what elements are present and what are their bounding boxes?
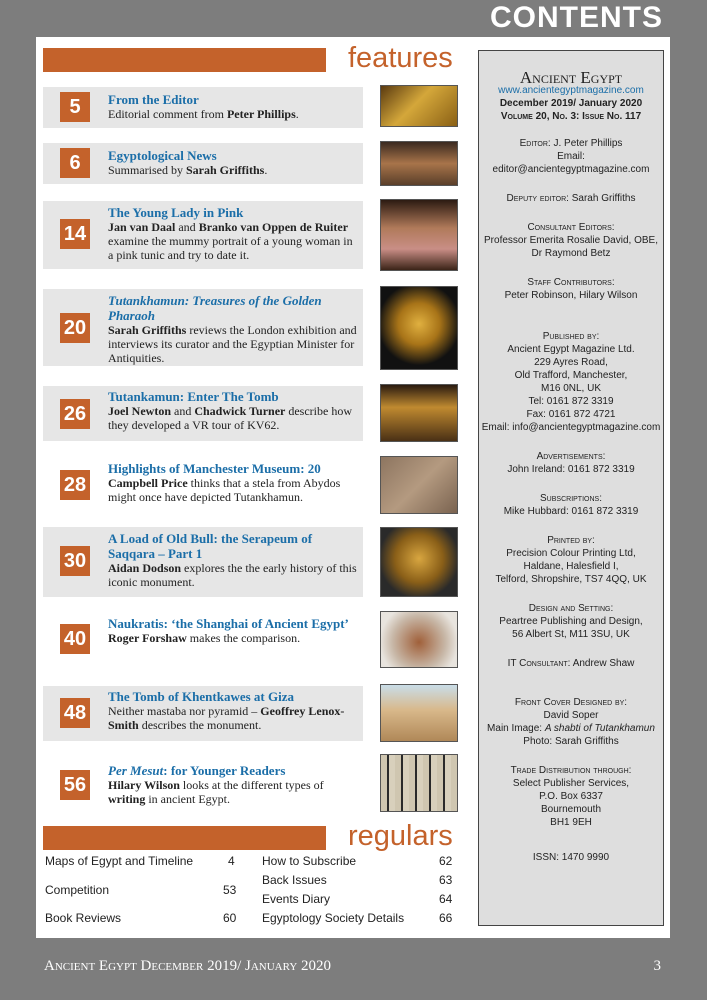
- it-block: [479, 657, 663, 670]
- feature-item[interactable]: [43, 686, 363, 741]
- cover-image-credit: [479, 722, 663, 735]
- author-name: Hilary Wilson: [108, 778, 180, 792]
- printer-heading: Printed by:: [547, 535, 595, 546]
- regular-page: 63: [439, 873, 453, 887]
- consultant-heading: Consultant Editors:: [527, 222, 615, 233]
- statue-thumbnail: [380, 141, 458, 186]
- trade-line: P.O. Box 6337: [539, 791, 603, 802]
- publisher-line: Old Trafford, Manchester,: [514, 370, 628, 381]
- regular-page: 62: [439, 854, 453, 868]
- feature-desc: reviews the London exhibition and interviews its curator and the Egyptian Minister for Antiquities.: [108, 323, 357, 365]
- feature-title: Tutankamun: Enter The Tomb: [108, 389, 279, 404]
- feature-desc: thinks that a stela from Abydos might once have depicted Tutankhamun.: [108, 476, 341, 504]
- feature-title: A Load of Old Bull: the Serapeum of Saqqara – Part 1: [108, 531, 313, 561]
- publisher-line: 229 Ayres Road,: [534, 357, 608, 368]
- page-number: 20: [60, 313, 90, 343]
- trade-line: Select Publisher Services,: [512, 778, 630, 789]
- feature-text: [108, 92, 359, 121]
- trade-line: BH1 9EH: [550, 817, 592, 828]
- advertisements-heading: Advertisements:: [536, 451, 606, 462]
- mummy-portrait-thumbnail: [380, 199, 458, 271]
- author-name: Aidan Dodson: [108, 561, 182, 575]
- feature-item[interactable]: [43, 527, 363, 597]
- vessel-thumbnail: [380, 611, 458, 668]
- page-number: 5: [60, 92, 90, 122]
- regular-label[interactable]: Book Reviews: [45, 911, 122, 925]
- page-number: 48: [60, 698, 90, 728]
- publisher-line: M16 0NL, UK: [540, 383, 602, 394]
- regular-page: 4: [228, 854, 235, 868]
- feature-desc: explores the the early history of this iconic monument.: [108, 561, 357, 589]
- feature-title: Naukratis: ‘the Shanghai of Ancient Egypt’: [108, 616, 349, 631]
- feature-text: [108, 389, 359, 432]
- author-name: Campbell Price: [108, 476, 188, 490]
- feature-item[interactable]: [43, 458, 363, 512]
- feature-title: Tutankhamun: Treasures of the Golden Pharaoh: [108, 293, 322, 323]
- coffin-thumbnail: [380, 384, 458, 442]
- feature-item[interactable]: [43, 758, 363, 813]
- tomb-thumbnail: [380, 684, 458, 742]
- design-block: [479, 602, 663, 641]
- hieroglyphs-thumbnail: [380, 754, 458, 812]
- feature-item[interactable]: [43, 611, 363, 668]
- issn: ISSN: 1470 9990: [532, 852, 610, 863]
- magazine-url[interactable]: www.ancientegyptmagazine.com: [498, 85, 644, 96]
- feature-desc: .: [264, 163, 268, 177]
- advertisements-block: [479, 450, 663, 476]
- feature-item[interactable]: [43, 143, 363, 184]
- consultant-name: Dr Raymond Betz: [531, 248, 611, 259]
- cover-photo-credit: Photo: Sarah Griffiths: [523, 736, 619, 747]
- cover-image-title: A shabti of Tutankhamun: [544, 723, 655, 734]
- editor-heading: Editor:: [519, 138, 551, 149]
- regular-label[interactable]: Competition: [45, 883, 110, 897]
- feature-desc: makes the comparison.: [186, 631, 301, 645]
- feature-title: Egyptological News: [108, 148, 217, 163]
- cover-image-label: Main Image:: [487, 723, 545, 734]
- volume-issue: Volume 20, No. 3: Issue No. 117: [500, 111, 642, 122]
- subscriptions-block: [479, 492, 663, 518]
- issue-date: December 2019/ January 2020: [499, 98, 643, 109]
- page-number: 56: [60, 770, 90, 800]
- printer-line: Telford, Shropshire, TS7 4QQ, UK: [495, 574, 647, 585]
- publisher-email: Email: info@ancientegyptmagazine.com: [481, 422, 661, 433]
- feature-title: Highlights of Manchester Museum: 20: [108, 461, 321, 476]
- author-name: Joel Newton: [108, 404, 171, 418]
- feature-title: From the Editor: [108, 92, 199, 107]
- page-number: 30: [60, 546, 90, 576]
- design-line: Peartree Publishing and Design,: [499, 616, 643, 627]
- feature-title-rest: : for Younger Readers: [163, 763, 286, 778]
- design-line: 56 Albert St, M11 3SU, UK: [512, 629, 630, 640]
- page-number: 14: [60, 219, 90, 249]
- feature-title: [108, 763, 359, 778]
- feature-text: [108, 689, 359, 732]
- page-number: 28: [60, 470, 90, 500]
- printer-line: Haldane, Halesfield I,: [523, 561, 619, 572]
- feature-text: [108, 616, 359, 645]
- magazine-name: Ancient Egypt: [519, 68, 623, 87]
- regular-label[interactable]: How to Subscribe: [262, 854, 357, 868]
- design-heading: Design and Setting:: [528, 603, 614, 614]
- advertisements-contact: John Ireland: 0161 872 3319: [507, 464, 635, 475]
- editor-name: J. Peter Phillips: [553, 138, 623, 149]
- author-name: Branko van Oppen de Ruiter: [198, 220, 349, 234]
- feature-desc-bold: writing: [108, 792, 146, 806]
- page-number: 40: [60, 624, 90, 654]
- stela-thumbnail: [380, 456, 458, 514]
- deputy-heading: Deputy editor:: [506, 193, 569, 204]
- regular-label[interactable]: Events Diary: [262, 892, 331, 906]
- author-name: Geoffrey Lenox-Smith: [108, 704, 345, 732]
- feature-desc: Neither mastaba nor pyramid –: [108, 704, 261, 718]
- gold-mask-thumbnail: [380, 527, 458, 597]
- author-name: Chadwick Turner: [194, 404, 286, 418]
- feature-text: [108, 461, 359, 504]
- consultant-block: [479, 221, 663, 260]
- feature-text: [108, 205, 359, 262]
- feature-title: The Young Lady in Pink: [108, 205, 244, 220]
- regulars-heading: regulars: [348, 820, 453, 852]
- golden-mask-thumbnail: [380, 85, 458, 127]
- feature-desc: looks at the different types of: [179, 778, 324, 792]
- editor-email: Email: editor@ancientegyptmagazine.com: [492, 151, 650, 175]
- cover-designer: David Soper: [543, 710, 599, 721]
- feature-desc: Editorial comment from: [108, 107, 227, 121]
- regular-label[interactable]: Maps of Egypt and Timeline: [45, 854, 194, 868]
- feature-text: [108, 763, 359, 806]
- feature-text: [108, 531, 359, 589]
- regular-page: 53: [223, 883, 237, 897]
- trade-line: Bournemouth: [540, 804, 602, 815]
- printer-line: Precision Colour Printing Ltd,: [506, 548, 636, 559]
- shabti-thumbnail: [380, 286, 458, 370]
- feature-item[interactable]: [43, 87, 363, 128]
- author-name: Sarah Griffiths: [108, 323, 187, 337]
- regular-page: 66: [439, 911, 453, 925]
- publisher-line: Ancient Egypt Magazine Ltd.: [507, 344, 635, 355]
- feature-title-italic: Per Mesut: [108, 763, 164, 778]
- staff-names: Peter Robinson, Hilary Wilson: [504, 290, 638, 301]
- feature-text: [108, 148, 359, 177]
- feature-desc: and: [171, 404, 195, 418]
- feature-desc: describe how they developed a VR tour of KV62.: [108, 404, 353, 432]
- feature-desc: Summarised by: [108, 163, 186, 177]
- footer-page-number: 3: [653, 958, 661, 974]
- feature-desc: describes the monument.: [138, 718, 262, 732]
- trade-block: [479, 764, 663, 829]
- author-name: Roger Forshaw: [108, 631, 187, 645]
- feature-desc: .: [295, 107, 299, 121]
- author-name: Peter Phillips: [226, 107, 296, 121]
- page-number: 6: [60, 148, 90, 178]
- publisher-heading: Published by:: [542, 331, 600, 342]
- deputy-block: [479, 192, 663, 205]
- consultant-name: Professor Emerita Rosalie David, OBE,: [484, 235, 658, 246]
- footer-text: Ancient Egypt December 2019/ January 2020: [44, 958, 332, 974]
- subscriptions-heading: Subscriptions:: [540, 493, 602, 504]
- publisher-block: [479, 330, 663, 434]
- regular-page: 64: [439, 892, 453, 906]
- feature-desc: and: [175, 220, 199, 234]
- regulars-bar: [43, 826, 326, 850]
- features-bar: [43, 48, 326, 72]
- feature-item[interactable]: [43, 201, 363, 269]
- it-heading: IT Consultant:: [507, 658, 571, 669]
- feature-desc: in ancient Egypt.: [145, 792, 230, 806]
- author-name: Sarah Griffiths: [186, 163, 265, 177]
- cover-block: [479, 696, 663, 748]
- feature-desc: examine the mummy portrait of a young woman in a pink tunic and try to date it.: [108, 234, 353, 262]
- author-name: Jan van Daal: [108, 220, 176, 234]
- regular-page: 60: [223, 911, 237, 925]
- staff-block: [479, 276, 663, 302]
- staff-heading: Staff Contributors:: [527, 277, 615, 288]
- regular-label[interactable]: Egyptology Society Details: [262, 911, 405, 925]
- features-heading: features: [348, 42, 453, 74]
- feature-title: The Tomb of Khentkawes at Giza: [108, 689, 294, 704]
- cover-heading: Front Cover Designed by:: [514, 697, 628, 708]
- regular-label[interactable]: Back Issues: [262, 873, 327, 887]
- subscriptions-contact: Mike Hubbard: 0161 872 3319: [503, 506, 639, 517]
- feature-item[interactable]: [43, 289, 363, 366]
- publisher-fax: Fax: 0161 872 4721: [526, 409, 616, 420]
- deputy-name: Sarah Griffiths: [571, 193, 636, 204]
- trade-heading: Trade Distribution through:: [510, 765, 632, 776]
- contents-title: CONTENTS: [490, 1, 663, 34]
- printer-block: [479, 534, 663, 586]
- masthead-sidebar: [478, 50, 664, 926]
- it-name: Andrew Shaw: [572, 658, 635, 669]
- publisher-phone: Tel: 0161 872 3319: [528, 396, 614, 407]
- feature-text: [108, 293, 359, 365]
- feature-item[interactable]: [43, 386, 363, 441]
- page-number: 26: [60, 399, 90, 429]
- editor-block: [479, 137, 663, 176]
